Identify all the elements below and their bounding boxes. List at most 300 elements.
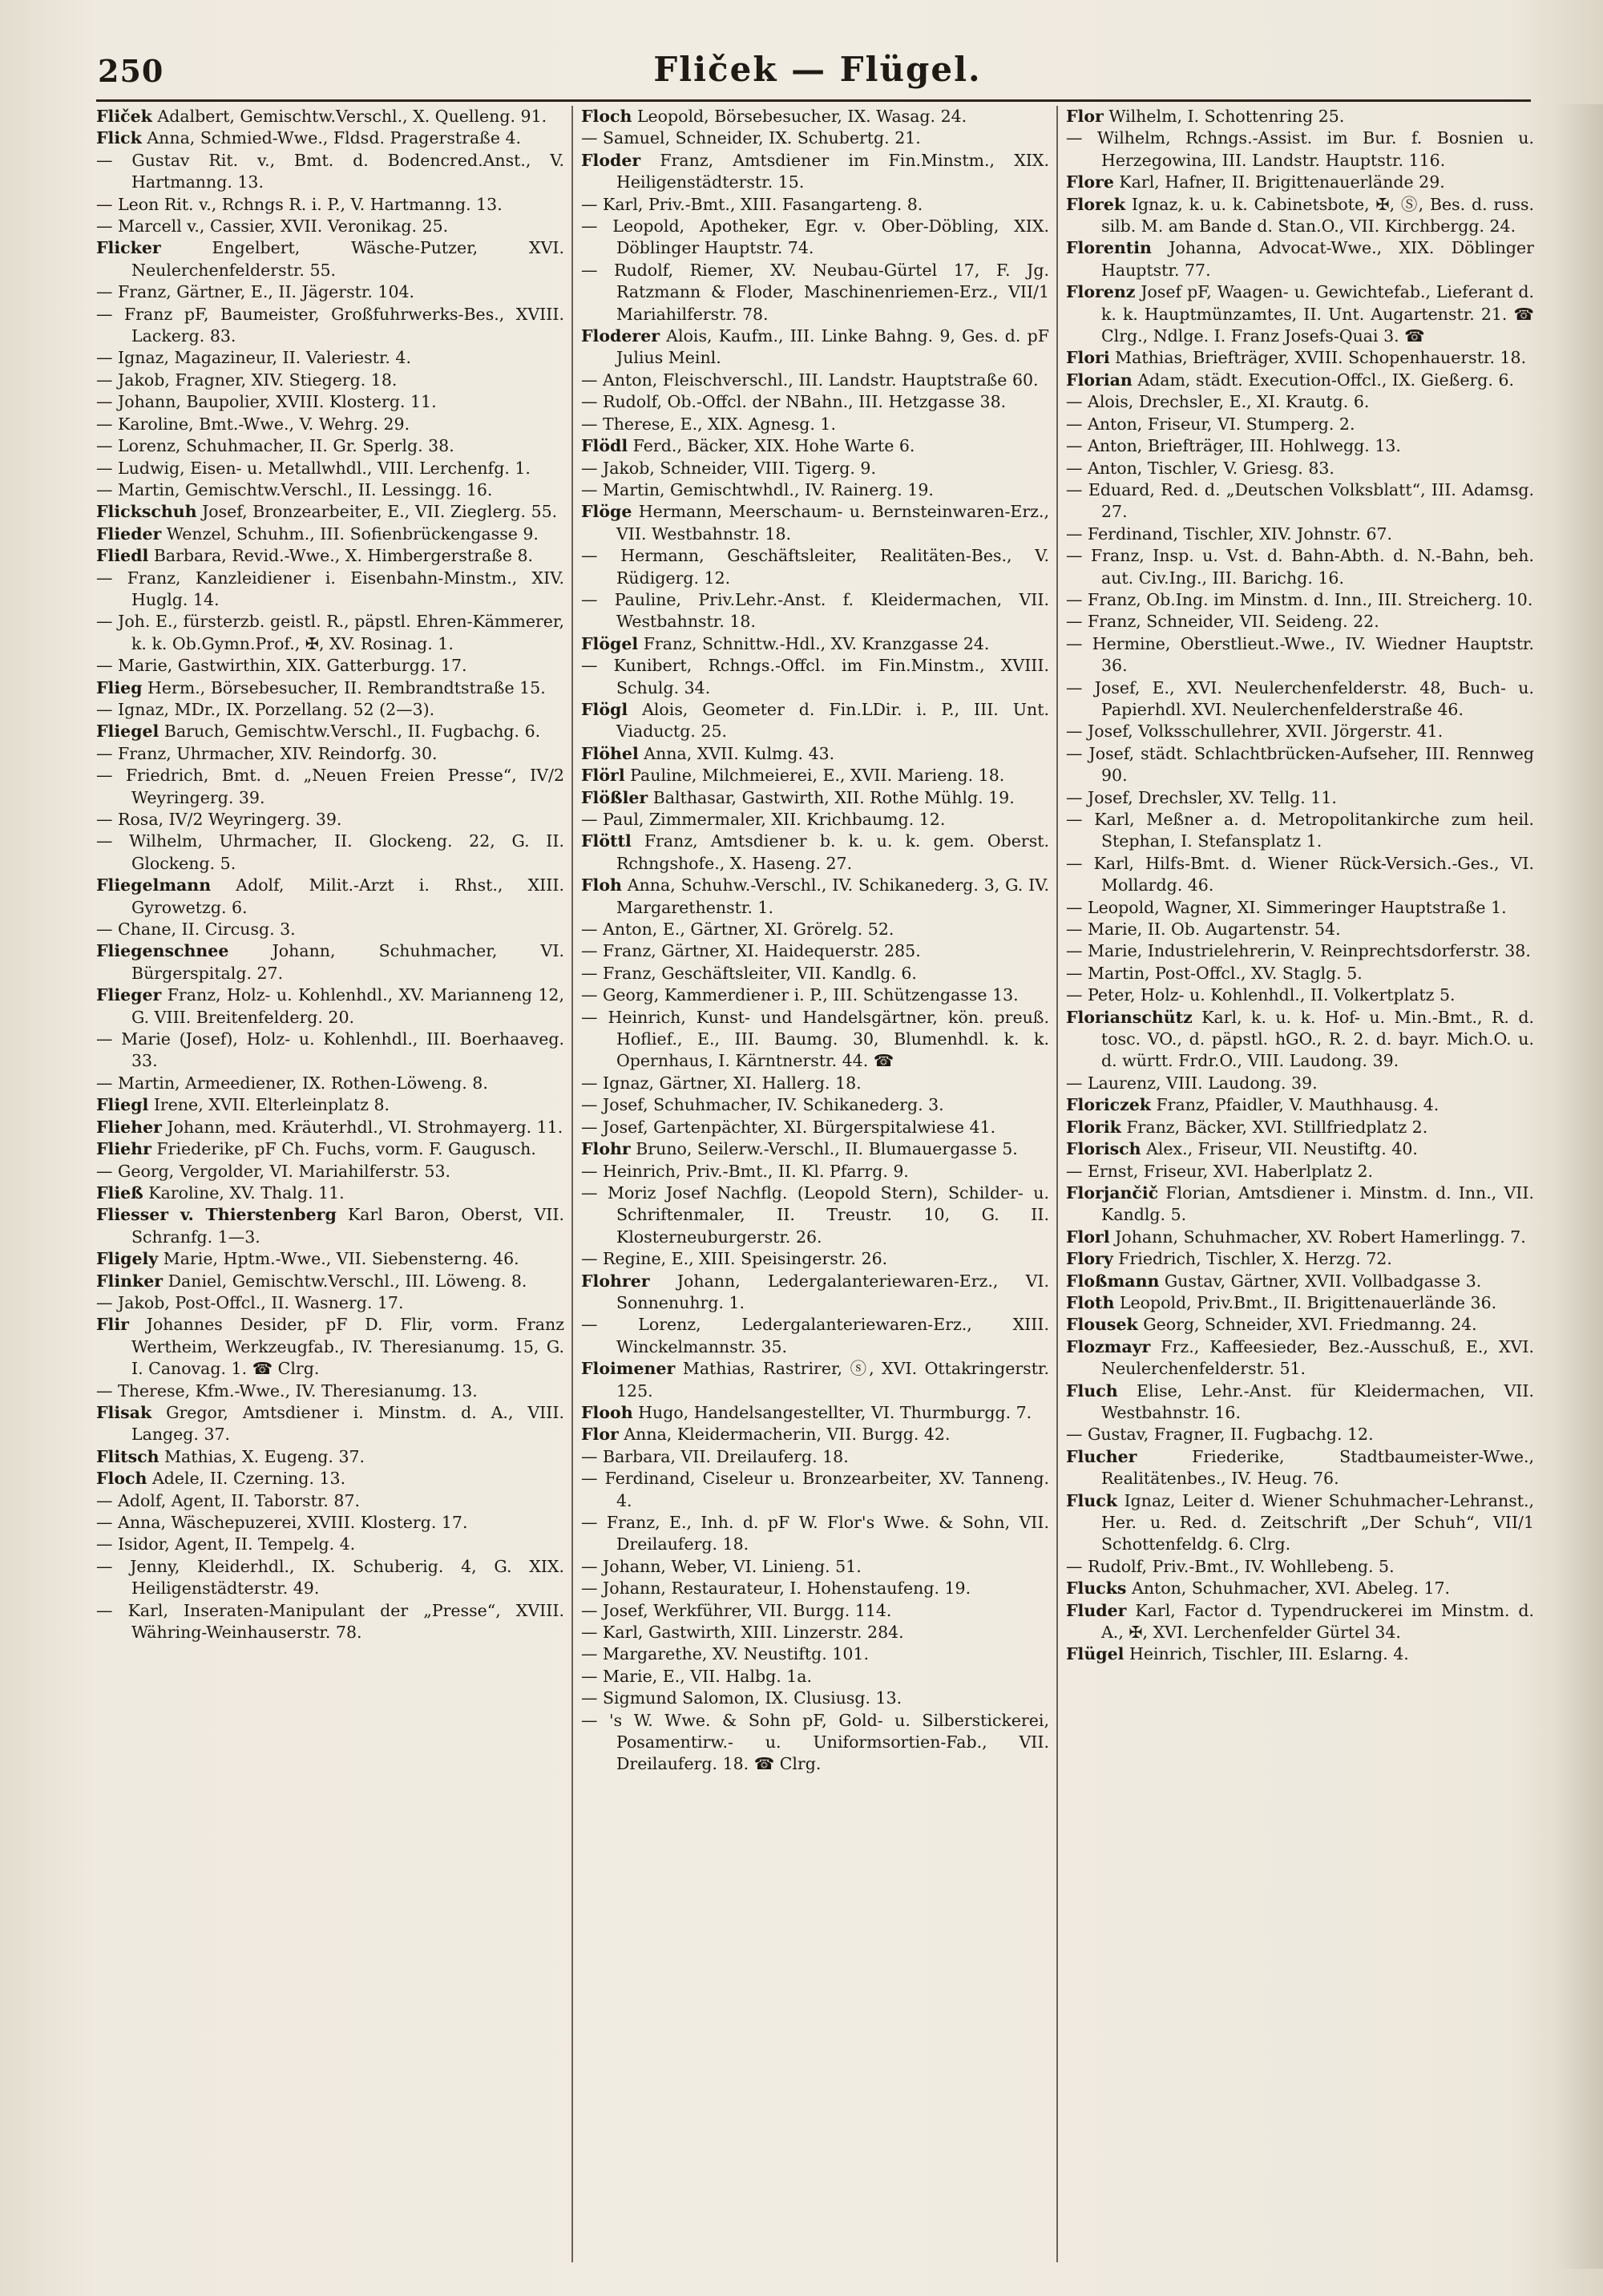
directory-entry [581,435,1049,457]
entry-details: — Georg, Vergolder, VI. Mariahilferstr. 53. [96,1161,451,1181]
directory-entry [1066,1600,1534,1644]
entry-details: Leopold, Börsebesucher, IX. Wasag. 24. [636,107,967,126]
entry-details: Franz, Amtsdiener b. k. u. k. gem. Oberst. Rchngshofe., X. Haseng. 27. [616,831,1049,873]
entry-surname: Flore [1066,172,1114,192]
directory-entry [96,347,564,369]
directory-entry [1066,1446,1534,1490]
directory-entry [96,1468,564,1490]
directory-entry [581,699,1049,743]
directory-entry [96,743,564,765]
directory-entry [96,435,564,457]
directory-entry [581,479,1049,501]
entry-surname: Flinker [96,1271,164,1291]
entry-surname: Flicker [96,238,161,258]
directory-entry [96,1138,564,1160]
entry-details: Josef pF, Waagen- u. Gewichtefab., Lieferant d. k. k. Hauptmünzamtes, II. Unt. Augartenstr. 21. ☎ Clrg., Ndlge. I. Franz Josefs-Quai 3. ☎ [1101,282,1534,346]
entry-details: Alois, Kaufm., III. Linke Bahng. 9, Ges. d. pF Julius Meinl. [616,326,1049,368]
entry-details: — Wilhelm, Rchngs.-Assist. im Bur. f. Bosnien u. Herzegowina, III. Landstr. Hauptstr. 116. [1066,128,1534,170]
directory-entry [581,787,1049,809]
directory-entry [581,655,1049,699]
directory-entry [96,1534,564,1555]
entry-surname: Flieg [96,677,143,697]
entry-surname: Fluder [1066,1600,1127,1620]
entry-surname: Fluck [1066,1490,1117,1510]
entry-surname: Florjančič [1066,1182,1159,1203]
entry-details: Franz, Bäcker, XVI. Stillfriedplatz 2. [1126,1117,1428,1137]
directory-entry [581,1556,1049,1578]
directory-entry [96,611,564,655]
entry-details: Elise, Lehr.-Anst. für Kleidermachen, VII. Westbahnstr. 16. [1101,1380,1534,1422]
entry-surname: Floßmann [1066,1271,1160,1291]
entry-details: — Friedrich, Bmt. d. „Neuen Freien Presse“, IV/2 Weyringerg. 39. [96,766,564,807]
directory-entry [1066,633,1534,677]
entry-surname: Flügel [1066,1644,1125,1664]
entry-details: Hugo, Handelsangestellter, VI. Thurmburgg. 7. [638,1402,1032,1422]
directory-entry [96,1161,564,1182]
entry-details: — Anton, Friseur, VI. Stumperg. 2. [1066,414,1355,434]
directory-entry [581,1402,1049,1424]
entry-details: — Alois, Drechsler, E., XI. Krautg. 6. [1066,392,1370,412]
directory-entry [96,1094,564,1116]
column-divider [1056,106,1058,2262]
entry-details: Wenzel, Schuhm., III. Sofienbrückengasse 9. [166,523,539,544]
column-2 [581,106,1049,2270]
entry-details: — Martin, Gemischtw.Verschl., II. Lessingg. 16. [96,479,493,499]
entry-details: Georg, Schneider, XVI. Friedmanng. 24. [1143,1315,1477,1335]
entry-details: Franz, Amtsdiener im Fin.Minstm., XIX. Heiligenstädterstr. 15. [616,150,1049,192]
entry-details: Johannes Desider, pF D. Flir, vorm. Franz Wertheim, Werkzeugfab., IV. Theresianumg. 15, G. I. Canovag. 1. ☎ Clrg. [131,1315,564,1379]
directory-entry [96,1380,564,1402]
entry-surname: Flooh [581,1402,633,1422]
entry-surname: Fliegelmann [96,875,212,895]
entry-surname: Florian [1066,370,1133,390]
directory-entry [1066,391,1534,413]
header-rule [96,99,1531,102]
entry-details: — Franz, E., Inh. d. pF W. Flor's Wwe. & Sohn, VII. Dreilauferg. 18. [581,1513,1049,1554]
directory-entry [96,458,564,479]
directory-entry [581,765,1049,786]
directory-entry [1066,1161,1534,1182]
directory-entry [581,127,1049,149]
directory-entry [96,106,564,127]
entry-surname: Flörl [581,766,625,786]
entry-details: — Hermine, Oberstlieut.-Wwe., IV. Wiedner Hauptstr. 36. [1066,633,1534,676]
directory-entry [96,1117,564,1138]
directory-entry [581,1138,1049,1160]
directory-entry [1066,479,1534,523]
entry-details: Ignaz, Leiter d. Wiener Schuhmacher-Lehranst., Her. u. Red. d. Zeitschrift „Der Schuh“, VII/1 Schottenfeldg. 6. Clrg. [1101,1490,1534,1554]
entry-details: Johanna, Advocat-Wwe., XIX. Döblinger Hauptstr. 77. [1101,238,1534,280]
entry-details: — Rudolf, Riemer, XV. Neubau-Gürtel 17, F. Jg. Ratzmann & Floder, Maschinenriemen-Erz., VII/1 Mariahilferstr. 78. [581,260,1049,324]
directory-entry [1066,1643,1534,1665]
entry-details: — Rudolf, Priv.-Bmt., IV. Wohllebeng. 5. [1066,1556,1395,1576]
directory-entry [96,1512,564,1534]
entry-surname: Flieder [96,523,162,544]
directory-entry [96,1271,564,1292]
entry-details: Johann, med. Kräuterhdl., VI. Strohmayerg. 11. [167,1117,563,1137]
entry-surname: Florisch [1066,1139,1141,1159]
entry-surname: Fliček [96,107,152,126]
entry-details: — Franz, Gärtner, XI. Haidequerstr. 285. [581,941,921,961]
entry-details: Friederike, pF Ch. Fuchs, vorm. F. Gaugusch. [156,1139,536,1159]
entry-details: — Regine, E., XIII. Speisingerstr. 26. [581,1249,888,1269]
directory-entry [1066,545,1534,589]
directory-entry [1066,172,1534,193]
directory-entry [96,940,564,984]
entry-surname: Flir [96,1315,129,1335]
directory-entry [581,106,1049,127]
directory-entry [1066,1248,1534,1270]
entry-details: Karoline, XV. Thalg. 11. [148,1182,345,1203]
entry-details: — Martin, Gemischtwhdl., IV. Rainerg. 19. [581,479,934,499]
directory-entry [581,1117,1049,1138]
entry-details: — Martin, Post-Offcl., XV. Staglg. 5. [1066,963,1363,983]
directory-entry [1066,809,1534,853]
entry-details: — Anton, E., Gärtner, XI. Grörelg. 52. [581,920,894,940]
entry-surname: Floder [581,150,641,170]
directory-entry [581,1512,1049,1556]
directory-entry [96,304,564,348]
directory-entry [1066,1424,1534,1445]
entry-details: — Josef, Drechsler, XV. Tellg. 11. [1066,787,1337,807]
entry-surname: Flisak [96,1402,152,1422]
entry-details: — Franz, Uhrmacher, XIV. Reindorfg. 30. [96,743,438,763]
directory-entry [581,391,1049,413]
entry-details: — Sigmund Salomon, IX. Clusiusg. 13. [581,1688,902,1708]
directory-entry [581,1358,1049,1402]
directory-entry [1066,1314,1534,1336]
entry-details: Bruno, Seilerw.-Verschl., II. Blumauergasse 5. [636,1139,1018,1159]
entry-surname: Flory [1066,1249,1113,1269]
entry-details: — Jenny, Kleiderhdl., IX. Schuberig. 4, G. XIX. Heiligenstädterstr. 49. [96,1556,564,1599]
entry-details: Karl, Factor d. Typendruckerei im Minstm. d. A., ✠, XVI. Lerchenfelder Gürtel 34. [1101,1600,1534,1643]
entry-surname: Flöhel [581,743,639,763]
entry-details: — Johann, Restaurateur, I. Hohenstaufeng. 19. [581,1578,971,1599]
entry-details: — Adolf, Agent, II. Taborstr. 87. [96,1490,361,1510]
entry-details: Engelbert, Wäsche-Putzer, XVI. Neulerchenfelderstr. 55. [131,238,564,280]
directory-entry [581,875,1049,919]
directory-entry [96,370,564,391]
entry-surname: Flousek [1066,1315,1138,1335]
entry-details: — Ignaz, Magazineur, II. Valeriestr. 4. [96,348,411,368]
entry-details: Balthasar, Gastwirth, XII. Rothe Mühlg. 19. [652,787,1015,807]
entry-surname: Fliegel [96,722,159,742]
entry-details: — Eduard, Red. d. „Deutschen Volksblatt“, III. Adamsg. 27. [1066,479,1534,522]
directory-entry [581,1161,1049,1182]
directory-entry [96,545,564,567]
entry-details: — Josef, Volksschullehrer, XVII. Jörgerstr. 41. [1066,722,1444,742]
directory-entry [1066,1094,1534,1116]
directory-entry [1066,127,1534,172]
entry-details: Johann, Schuhmacher, XV. Robert Hamerlingg. 7. [1115,1227,1526,1247]
entry-details: Anna, Kleidermacherin, VII. Burgg. 42. [624,1425,951,1445]
directory-entry [1066,853,1534,897]
entry-details: — Jakob, Fragner, XIV. Stiegerg. 18. [96,370,398,390]
directory-entry [1066,897,1534,919]
entry-details: — Marie, E., VII. Halbg. 1a. [581,1666,813,1686]
entry-details: — Leopold, Wagner, XI. Simmeringer Hauptstraße 1. [1066,897,1507,917]
entry-details: Adalbert, Gemischtw.Verschl., X. Quelleng. 91. [157,107,547,126]
entry-details: Ferd., Bäcker, XIX. Hohe Warte 6. [632,436,915,456]
directory-entry [96,1402,564,1446]
entry-details: Johann, Schuhmacher, VI. Bürgerspitalg. 27. [131,941,564,983]
entry-surname: Flickschuh [96,502,197,522]
entry-surname: Flitsch [96,1446,159,1466]
entry-surname: Flozmayr [1066,1336,1151,1356]
entry-details: — Therese, Kfm.-Wwe., IV. Theresianumg. 13. [96,1380,478,1401]
entry-details: Irene, XVII. Elterleinplatz 8. [153,1095,390,1115]
directory-entry [1066,458,1534,479]
directory-entry [1066,435,1534,457]
entry-surname: Florentin [1066,238,1152,258]
entry-surname: Floriczek [1066,1095,1151,1115]
entry-surname: Fließ [96,1182,143,1203]
entry-details: — Anna, Wäschepuzerei, XVIII. Klosterg. 17. [96,1513,468,1532]
entry-details: — Gustav Rit. v., Bmt. d. Bodencred.Anst., V. Hartmanng. 13. [96,150,564,192]
directory-entry [581,260,1049,325]
entry-surname: Fliesser v. Thierstenberg [96,1205,337,1225]
directory-entry [96,194,564,216]
directory-entry [96,1314,564,1380]
entry-details: Barbara, Revid.-Wwe., X. Himbergerstraße 8. [153,546,534,566]
directory-entry [96,568,564,612]
directory-entry [96,1029,564,1073]
directory-entry [1066,743,1534,787]
directory-entry [581,1182,1049,1248]
entry-surname: Florianschütz [1066,1007,1193,1027]
directory-entry [1066,1578,1534,1599]
directory-entry [96,1182,564,1204]
directory-entry [1066,281,1534,347]
entry-details: — Franz, Geschäftsleiter, VII. Kandlg. 6. [581,963,917,983]
entry-details: Mathias, Briefträger, XVIII. Schopenhauerstr. 18. [1115,348,1527,368]
directory-entry [581,1073,1049,1094]
entry-details: — Karoline, Bmt.-Wwe., V. Wehrg. 29. [96,414,410,434]
directory-entry [1066,237,1534,281]
directory-entry [96,831,564,875]
directory-entry [96,875,564,919]
entry-surname: Flögel [581,633,639,653]
entry-details: — Anton, Tischler, V. Griesg. 83. [1066,458,1334,478]
directory-entry [581,1643,1049,1665]
directory-entry [96,1600,564,1644]
entry-details: Franz, Schnittw.-Hdl., XV. Kranzgasse 24. [643,633,990,653]
entry-details: — Ignaz, MDr., IX. Porzellang. 52 (2—3). [96,699,435,719]
directory-entry [1066,347,1534,369]
entry-details: — Jakob, Schneider, VIII. Tigerg. 9. [581,458,876,478]
entry-details: Wilhelm, I. Schottenring 25. [1108,107,1345,126]
directory-entry [581,984,1049,1006]
directory-entry [581,501,1049,545]
entry-surname: Flöttl [581,831,632,851]
column-1 [96,106,564,2270]
directory-entry [581,458,1049,479]
entry-details: — Chane, II. Circusg. 3. [96,920,296,940]
entry-surname: Flor [1066,107,1104,126]
entry-details: — Georg, Kammerdiener i. P., III. Schützengasse 13. [581,985,1019,1005]
entry-details: Hermann, Meerschaum- u. Bernsteinwaren-Erz., VII. Westbahnstr. 18. [616,502,1049,544]
entry-details: — Lorenz, Schuhmacher, II. Gr. Sperlg. 38. [96,436,454,456]
entry-details: Karl, Hafner, II. Brigittenauerlände 29. [1119,172,1445,192]
directory-entry [1066,1336,1534,1380]
entry-surname: Flick [96,128,142,148]
directory-entry [581,1094,1049,1116]
entry-details: — Rosa, IV/2 Weyringerg. 39. [96,810,342,829]
entry-details: — Hermann, Geschäftsleiter, Realitäten-Bes., V. Rüdigerg. 12. [581,546,1049,588]
entry-details: Daniel, Gemischtw.Verschl., III. Löweng. 8. [168,1271,527,1291]
directory-entry [581,963,1049,984]
directory-entry [1066,1073,1534,1094]
directory-entry [96,1446,564,1468]
running-head: Fliček — Flügel. [653,50,982,89]
directory-entry [1066,963,1534,984]
entry-details: — Marie (Josef), Holz- u. Kohlenhdl., III. Boerhaaveg. 33. [96,1029,564,1071]
entry-details: Mathias, X. Eugeng. 37. [164,1446,365,1466]
entry-details: Anna, Schmied-Wwe., Fldsd. Pragerstraße 4. [147,128,522,148]
directory-entry [581,589,1049,633]
column-divider [571,106,573,2262]
directory-entry [581,325,1049,370]
directory-entry [581,414,1049,435]
directory-entry [581,633,1049,655]
directory-entry [581,216,1049,260]
entry-details: Marie, Hptm.-Wwe., VII. Siebensterng. 46. [163,1249,519,1269]
directory-entry [96,1248,564,1270]
entry-surname: Flöge [581,502,632,522]
entry-details: Pauline, Milchmeierei, E., XVII. Marieng. 18. [630,766,1005,786]
directory-entry [1066,677,1534,722]
directory-entry [1066,1138,1534,1160]
directory-entry [1066,1556,1534,1578]
entry-details: — Ferdinand, Tischler, XIV. Johnstr. 67. [1066,523,1393,544]
directory-entry [581,1578,1049,1599]
entry-surname: Flößler [581,787,648,807]
entry-details: — Peter, Holz- u. Kohlenhdl., II. Volkertplatz 5. [1066,985,1456,1005]
entry-details: Johann, Ledergalanteriewaren-Erz., VI. Sonnenuhrg. 1. [616,1271,1049,1312]
entry-details: — Marie, Industrielehrerin, V. Reinprechtsdorferstr. 38. [1066,941,1531,961]
entry-details: — Rudolf, Ob.-Offcl. der NBahn., III. Hetzgasse 38. [581,392,1007,412]
page-number: 250 [98,53,164,89]
entry-details: Gregor, Amtsdiener i. Minstm. d. A., VIII. Langeg. 37. [131,1402,564,1445]
directory-entry [96,237,564,281]
directory-entry [96,414,564,435]
directory-entry [1066,1007,1534,1073]
entry-details: — Franz, Insp. u. Vst. d. Bahn-Abth. d. N.-Bahn, beh. aut. Civ.Ing., III. Barichg. 16. [1066,546,1534,588]
entry-details: — Ignaz, Gärtner, XI. Hallerg. 18. [581,1073,862,1093]
directory-entry [1066,1182,1534,1227]
directory-entry [1066,1490,1534,1556]
entry-surname: Fliegl [96,1095,149,1115]
directory-entry [96,216,564,237]
entry-details: — Samuel, Schneider, IX. Schubertg. 21. [581,128,921,148]
entry-surname: Florek [1066,194,1126,214]
entry-details: Anna, XVII. Kulmg. 43. [644,743,835,763]
entry-details: — Anton, Fleischverschl., III. Landstr. Hauptstraße 60. [581,370,1039,390]
directory-entry [581,1314,1049,1358]
directory-entry [581,1622,1049,1643]
directory-entry [96,1556,564,1600]
entry-details: — Franz, Kanzleidiener i. Eisenbahn-Minstm., XIV. Huglg. 14. [96,568,564,609]
entry-details: — Leopold, Apotheker, Egr. v. Ober-Döbling, XIX. Döblinger Hauptstr. 74. [581,216,1049,258]
entry-surname: Florenz [1066,282,1136,302]
entry-details: — Therese, E., XIX. Agnesg. 1. [581,414,836,434]
entry-details: — Marie, Gastwirthin, XIX. Gatterburgg. 17. [96,656,467,676]
entry-details: Adolf, Milit.-Arzt i. Rhst., XIII. Gyrowetzg. 6. [131,875,564,917]
directory-entry [581,1688,1049,1709]
entry-details: — Ernst, Friseur, XVI. Haberlplatz 2. [1066,1161,1374,1181]
entry-details: Franz, Holz- u. Kohlenhdl., XV. Mariannеng 12, G. VIII. Breitenfelderg. 20. [131,985,564,1027]
entry-surname: Fliedl [96,546,149,566]
entry-details: Friederike, Stadtbaumeister-Wwe., Realitätenbes., IV. Heug. 76. [1101,1446,1534,1489]
directory-entry [96,765,564,809]
directory-entry [96,655,564,677]
entry-details: — Lorenz, Ledergalanteriewaren-Erz., XIII. Winckelmannstr. 35. [581,1315,1049,1356]
directory-entry [1066,1271,1534,1292]
directory-entry [1066,370,1534,391]
directory-entry [581,1710,1049,1776]
entry-details: — Johann, Baupolier, XVIII. Klosterg. 11. [96,392,437,412]
entry-details: — Ludwig, Eisen- u. Metallwhdl., VIII. Lerchenfg. 1. [96,458,531,478]
directory-entry [96,391,564,413]
directory-entry [96,809,564,831]
entry-details: — Marcell v., Cassier, XVII. Veronikag. 25. [96,216,449,236]
directory-entry [581,1248,1049,1270]
entry-details: Josef, Bronzearbeiter, E., VII. Zieglerg. 55. [202,502,558,522]
directory-entry [581,1424,1049,1445]
entry-surname: Flohrer [581,1271,650,1291]
entry-surname: Flucher [1066,1446,1137,1466]
entry-details: — Franz, Gärtner, E., II. Jägerstr. 104. [96,282,415,302]
directory-entry [96,721,564,742]
entry-details: — Gustav, Fragner, II. Fugbachg. 12. [1066,1425,1374,1445]
directory-entry [581,1007,1049,1073]
directory-entry [96,501,564,523]
entry-details: Karl Baron, Oberst, VII. Schranfg. 1—3. [131,1205,564,1247]
page-edge-shadow [1555,104,1603,2269]
entry-surname: Fluch [1066,1380,1118,1401]
directory-entry [1066,523,1534,545]
entry-details: — Franz, Ob.Ing. im Minstm. d. Inn., III. Streicherg. 10. [1066,589,1533,609]
entry-surname: Flohr [581,1139,631,1159]
directory-entry [581,1271,1049,1315]
directory-entry [581,919,1049,940]
directory-entry [1066,1117,1534,1138]
entry-details: — Jakob, Post-Offcl., II. Wasnerg. 17. [96,1292,404,1312]
entry-surname: Flori [1066,348,1110,368]
entry-details: — Heinrich, Kunst- und Handelsgärtner, kön. preuß. Hoflief., E., III. Baumg. 30, Blumenhdl. k. k. Opernhaus, I. Kärntnerstr. 44. ☎ [581,1007,1049,1071]
entry-surname: Flor [581,1425,619,1445]
entry-details: Baruch, Gemischtw.Verschl., II. Fugbachg. 6. [164,722,541,742]
directory-entry [581,1600,1049,1622]
directory-entry [581,150,1049,194]
entry-details: — Martin, Armeediener, IX. Rothen-Löweng. 8. [96,1073,488,1093]
entry-details: — Karl, Meßner a. d. Metropolitankirche zum heil. Stephan, I. Stefansplatz 1. [1066,810,1534,851]
directory-entry [1066,787,1534,809]
entry-details: — Joh. E., fürsterzb. geistl. R., päpstl. Ehren-Kämmerer, k. k. Ob.Gymn.Prof., ✠, XV. Rosinag. 1. [96,612,564,653]
entry-details: — Margarethe, XV. Neustiftg. 101. [581,1644,869,1664]
entry-details: Franz, Pfaidler, V. Mauthhausg. 4. [1156,1095,1439,1115]
entry-details: — Isidor, Agent, II. Tempelg. 4. [96,1534,356,1554]
entry-details: Herm., Börsebesucher, II. Rembrandtstraße 15. [147,677,546,697]
directory-entry [1066,194,1534,238]
entry-surname: Flucks [1066,1578,1127,1599]
directory-entry [581,1446,1049,1468]
directory-entry [96,984,564,1029]
entry-details: — Josef, Gartenpächter, XI. Bürgerspitalwiese 41. [581,1117,996,1137]
entry-details: Adam, städt. Execution-Offcl., IX. Gießerg. 6. [1137,370,1515,390]
entry-details: — Josef, E., XVI. Neulerchenfelderstr. 48, Buch- u. Papierhdl. XVI. Neulerchenfelderstraße 46. [1066,677,1534,719]
entry-details: — Leon Rit. v., Rchngs R. i. P., V. Hartmanng. 13. [96,194,503,214]
